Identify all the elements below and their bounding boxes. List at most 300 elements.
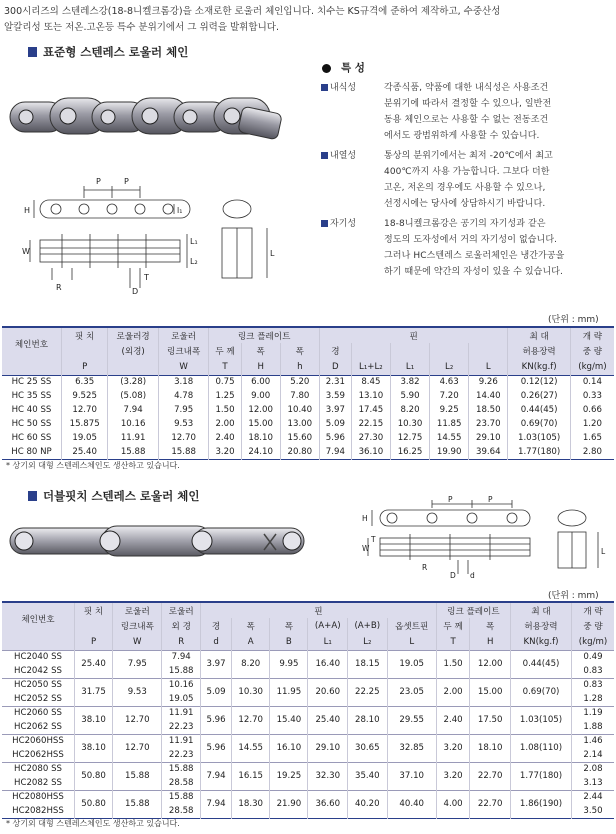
spec-cell: 18.10 bbox=[241, 431, 280, 445]
spec-cell: 21.90 bbox=[270, 790, 308, 818]
th-sym-t: T bbox=[209, 359, 241, 375]
spec-cell: 15.88 bbox=[158, 445, 209, 459]
spec-cell: 1.77(180) bbox=[508, 445, 570, 459]
spec-cell: 19.05 bbox=[162, 692, 201, 706]
spec-cell: 19.25 bbox=[270, 762, 308, 790]
spec-cell: 36.60 bbox=[308, 790, 348, 818]
spec-cell: 3.50 bbox=[583, 805, 603, 816]
spec-cell: 28.58 bbox=[162, 804, 201, 818]
table-row bbox=[2, 678, 614, 692]
spec-cell: 10.16 bbox=[108, 417, 159, 431]
th2-sym-a: A bbox=[232, 634, 270, 650]
th2-sym-r: R bbox=[162, 634, 201, 650]
th-blank bbox=[2, 359, 61, 375]
chain-number-cell: HC2062 SS bbox=[2, 720, 74, 734]
table1-unit: (단위 : mm) bbox=[548, 315, 599, 325]
spec-cell: 20.60 bbox=[308, 678, 348, 706]
spec-cell: 27.30 bbox=[351, 431, 390, 445]
spec-cell: 1.86(190) bbox=[511, 790, 572, 818]
spec-cell: 1.50 bbox=[436, 650, 469, 678]
spec-cell: 19.05 bbox=[387, 650, 436, 678]
diagram1-label-w: W bbox=[22, 247, 30, 256]
spec-cell: 7.80 bbox=[280, 389, 319, 403]
th-sym-h-small: h bbox=[280, 359, 319, 375]
th2-chain-no: 체인번호 bbox=[2, 602, 74, 634]
spec-cell: 10.16 bbox=[162, 678, 201, 692]
spec-cell: 40.20 bbox=[348, 790, 388, 818]
spec-cell: 22.25 bbox=[348, 678, 388, 706]
spec-cell: 39.64 bbox=[469, 445, 508, 459]
spec-cell: 16.15 bbox=[232, 762, 270, 790]
spec-table-standard bbox=[2, 326, 614, 460]
spec-cell: 15.875 bbox=[61, 417, 107, 431]
diagram1-label-l2: L₂ bbox=[190, 257, 198, 266]
spec-cell: 9.525 bbox=[61, 389, 107, 403]
spec-cell: 5.96 bbox=[319, 431, 351, 445]
table-row bbox=[2, 734, 614, 748]
spec-cell: 3.18 bbox=[158, 375, 209, 389]
feature-line: 에서도 광범위하게 사용할 수 있습니다. bbox=[384, 131, 540, 141]
th2-width: 폭 bbox=[470, 618, 511, 634]
chain-photo-double-pitch bbox=[4, 514, 324, 570]
th-sym-d: D bbox=[319, 359, 351, 375]
th-blank bbox=[351, 343, 390, 359]
spec-cell: 22.70 bbox=[470, 762, 511, 790]
spec-cell: 15.88 bbox=[113, 790, 162, 818]
section1-title bbox=[28, 44, 188, 60]
chain-photo-standard bbox=[4, 80, 304, 152]
chain-number-cell: HC2082HSS bbox=[2, 804, 74, 818]
spec-cell: 1.03(105) bbox=[508, 431, 570, 445]
diagram1-label-l: L bbox=[270, 249, 275, 258]
th2-sym-l2: L₂ bbox=[348, 634, 388, 650]
table-row bbox=[2, 417, 614, 431]
spec-cell: 12.70 bbox=[113, 706, 162, 734]
feature-line: 정도의 도자성에서 거의 자기성이 없습니다. bbox=[384, 235, 558, 245]
th-max-tensile: 최 대 bbox=[508, 327, 570, 343]
spec-cell: 22.23 bbox=[162, 720, 201, 734]
spec-cell: 16.40 bbox=[308, 650, 348, 678]
section2-title-text: 더블핏치 스텐레스 로울러 체인 bbox=[43, 489, 200, 503]
th-sym-l1l2: L₁+L₂ bbox=[351, 359, 390, 375]
spec-cell: 12.00 bbox=[241, 403, 280, 417]
section2-title bbox=[28, 488, 199, 504]
th-sym-w: W bbox=[158, 359, 209, 375]
spec-cell: 3.20 bbox=[436, 734, 469, 762]
spec-cell: 15.88 bbox=[162, 762, 201, 776]
spec-cell: 14.55 bbox=[430, 431, 469, 445]
table2-unit: (단위 : mm) bbox=[548, 591, 599, 601]
spec-cell: 22.70 bbox=[470, 790, 511, 818]
spec-cell: 24.10 bbox=[241, 445, 280, 459]
spec-cell: 7.94 bbox=[319, 445, 351, 459]
spec-cell: 7.95 bbox=[113, 650, 162, 678]
spec-cell: 35.40 bbox=[348, 762, 388, 790]
th-max-tensile3: KN(kg.f) bbox=[508, 359, 570, 375]
spec-cell: 3.59 bbox=[319, 389, 351, 403]
spec-cell: 1.65 bbox=[582, 433, 602, 443]
th2-offset: 옵셋트핀 bbox=[387, 618, 436, 634]
spec-cell: 7.94 bbox=[201, 762, 232, 790]
spec-cell: 0.83 bbox=[583, 665, 603, 676]
intro-line-1: 300시리즈의 스텐레스강(18-8니켈크롬강)을 소재로한 로울러 체인입니다. 치수는 KS규격에 준하여 제작하고, 수중산성 bbox=[4, 6, 501, 17]
spec-cell: 0.33 bbox=[582, 391, 602, 401]
spec-cell: 16.25 bbox=[390, 445, 429, 459]
spec-cell: 9.26 bbox=[469, 375, 508, 389]
spec-cell: 6.35 bbox=[61, 375, 107, 389]
table-row bbox=[2, 650, 614, 664]
spec-cell: 15.40 bbox=[270, 706, 308, 734]
th-thick: 두 께 bbox=[209, 343, 241, 359]
table2-note: * 상기외 대형 스텐레스체인도 생산하고 있습니다. bbox=[6, 819, 180, 828]
chain-number-cell: HC 35 SS bbox=[2, 389, 61, 403]
th2-sym-b: B bbox=[270, 634, 308, 650]
th-weight2: 중 량 bbox=[570, 343, 614, 359]
diagram1-label-l1: L₁ bbox=[190, 237, 198, 246]
title-square-icon bbox=[28, 491, 37, 501]
feature-line: 고온, 저온의 경우에도 사용할 수 있으나, bbox=[384, 183, 546, 193]
spec-cell: 13.00 bbox=[280, 417, 319, 431]
spec-cell: 12.70 bbox=[158, 431, 209, 445]
spec-cell: 2.00 bbox=[209, 417, 241, 431]
spec-cell: 8.20 bbox=[232, 650, 270, 678]
spec-cell: 1.46 bbox=[571, 734, 614, 748]
spec-cell: 2.00 bbox=[436, 678, 469, 706]
table-row bbox=[2, 375, 614, 389]
features-panel bbox=[318, 60, 614, 284]
spec-cell: 25.40 bbox=[61, 445, 107, 459]
spec-cell: 12.75 bbox=[390, 431, 429, 445]
table-row bbox=[2, 403, 614, 417]
spec-cell: 22.15 bbox=[351, 417, 390, 431]
spec-cell: 50.80 bbox=[74, 762, 112, 790]
spec-cell: 15.88 bbox=[113, 762, 162, 790]
spec-cell: 2.44 bbox=[571, 790, 614, 804]
spec-cell: (3.28) bbox=[108, 375, 159, 389]
th2-sym-d: d bbox=[201, 634, 232, 650]
th2-roller-w: 로울러 bbox=[113, 602, 162, 618]
spec-cell: 50.80 bbox=[74, 790, 112, 818]
spec-cell: 15.60 bbox=[280, 431, 319, 445]
spec-cell: 1.88 bbox=[583, 721, 603, 732]
spec-cell: 8.45 bbox=[351, 375, 390, 389]
spec-cell: 31.75 bbox=[74, 678, 112, 706]
feature-label-magnetic: 자기성 bbox=[318, 216, 384, 280]
spec-cell: 11.85 bbox=[430, 417, 469, 431]
th2-dia: 경 bbox=[201, 618, 232, 634]
chain-number-cell: HC 60 SS bbox=[2, 431, 61, 445]
spec-cell: 30.65 bbox=[348, 734, 388, 762]
spec-cell: 4.63 bbox=[430, 375, 469, 389]
spec-cell: 0.69(70) bbox=[508, 417, 570, 431]
th-weight: 개 략 bbox=[570, 327, 614, 343]
th-roller-dia2: (외경) bbox=[108, 343, 159, 359]
diagram1-label-p1: P bbox=[96, 177, 101, 186]
spec-cell: 7.20 bbox=[430, 389, 469, 403]
spec-cell: 4.78 bbox=[158, 389, 209, 403]
spec-cell: 15.88 bbox=[108, 445, 159, 459]
table-row bbox=[2, 790, 614, 804]
spec-cell: 18.10 bbox=[470, 734, 511, 762]
spec-cell: 0.69(70) bbox=[511, 678, 572, 706]
th-blank bbox=[469, 343, 508, 359]
spec-cell: 11.95 bbox=[270, 678, 308, 706]
spec-cell: 29.10 bbox=[469, 431, 508, 445]
spec-cell: 5.96 bbox=[201, 706, 232, 734]
spec-cell: 6.00 bbox=[241, 375, 280, 389]
features-heading-text: 특 성 bbox=[341, 62, 365, 74]
th-blank bbox=[74, 618, 112, 634]
spec-cell: 10.30 bbox=[232, 678, 270, 706]
feature-label-heat: 내열성 bbox=[318, 148, 384, 212]
th2-roller-dia: 로울러 bbox=[162, 602, 201, 618]
spec-cell: 12.70 bbox=[113, 734, 162, 762]
spec-cell: 40.40 bbox=[387, 790, 436, 818]
diagram1-label-t: T bbox=[144, 273, 149, 282]
th-chain-no: 체인번호 bbox=[2, 327, 61, 359]
feature-line: 18-8니켈크롬강은 공기의 자기성과 같은 bbox=[384, 219, 546, 229]
feature-item-heat bbox=[318, 148, 614, 212]
spec-cell: 2.40 bbox=[436, 706, 469, 734]
feature-line: 400℃까지 사용 가능합니다. 그보다 더한 bbox=[384, 167, 550, 177]
feature-line: 통상의 분위기에서는 최저 -20℃에서 최고 bbox=[384, 151, 553, 161]
spec-cell: 8.20 bbox=[390, 403, 429, 417]
spec-cell: 12.00 bbox=[470, 650, 511, 678]
th2-ab: (A+B) bbox=[348, 618, 388, 634]
chain-number-cell: HC2060 SS bbox=[2, 706, 74, 720]
spec-cell: 10.30 bbox=[390, 417, 429, 431]
th-blank bbox=[61, 343, 107, 359]
spec-cell: 0.14 bbox=[582, 377, 602, 388]
diagram1-label-r: R bbox=[56, 283, 62, 292]
spec-cell: 1.20 bbox=[582, 419, 602, 429]
th-width: 폭 bbox=[241, 343, 280, 359]
spec-cell: 18.30 bbox=[232, 790, 270, 818]
spec-cell: 23.70 bbox=[469, 417, 508, 431]
table-row bbox=[2, 706, 614, 720]
th-sym-l: L bbox=[469, 359, 508, 375]
diagram1-label-p2: P bbox=[124, 177, 129, 186]
chain-number-cell: HC 80 NP bbox=[2, 445, 61, 459]
th2-weight2: 중 량 bbox=[571, 618, 614, 634]
th-weight3: (kg/m) bbox=[570, 359, 614, 375]
th2-sym-p: P bbox=[74, 634, 112, 650]
th2-sym-h: H bbox=[470, 634, 511, 650]
spec-cell: 3.97 bbox=[201, 650, 232, 678]
th2-max-tensile3: KN(kg.f) bbox=[511, 634, 572, 650]
th2-link-plate: 링크 플레이트 bbox=[436, 602, 510, 618]
diagram1-label-l1-small: l₁ bbox=[177, 206, 183, 215]
diagram2-label-w: W bbox=[362, 544, 370, 553]
spec-cell: 2.40 bbox=[209, 431, 241, 445]
spec-cell: 9.53 bbox=[113, 678, 162, 706]
spec-cell: 9.95 bbox=[270, 650, 308, 678]
spec-cell: 0.12(12) bbox=[508, 375, 570, 389]
diagram2-label-h: H bbox=[362, 514, 368, 523]
spec-cell: 28.10 bbox=[348, 706, 388, 734]
diagram1-label-d: D bbox=[132, 287, 139, 296]
spec-table-double-pitch bbox=[2, 601, 614, 819]
spec-cell: 0.26(27) bbox=[508, 389, 570, 403]
spec-cell: 0.49 bbox=[571, 650, 614, 664]
spec-cell: 15.88 bbox=[162, 664, 201, 678]
table-row bbox=[2, 445, 614, 459]
spec-cell: 9.53 bbox=[158, 417, 209, 431]
spec-cell: 25.40 bbox=[74, 650, 112, 678]
spec-cell: 15.00 bbox=[241, 417, 280, 431]
diagram2-label-p1: P bbox=[448, 496, 453, 504]
diagram2-label-r: R bbox=[422, 563, 428, 572]
th-sym-l1: L₁ bbox=[390, 359, 429, 375]
diagram2-label-t: T bbox=[371, 535, 376, 544]
chain-number-cell: HC2042 SS bbox=[2, 664, 74, 678]
title-square-icon bbox=[28, 47, 37, 57]
table-row bbox=[2, 762, 614, 776]
features-heading bbox=[322, 60, 614, 76]
section1-title-text: 표준형 스텐레스 로울러 체인 bbox=[43, 45, 189, 59]
spec-cell: 1.03(105) bbox=[511, 706, 572, 734]
th-dia: 경 bbox=[319, 343, 351, 359]
th2-roller-dia2: 외 경 bbox=[162, 618, 201, 634]
spec-cell: 15.00 bbox=[470, 678, 511, 706]
th2-sym-t: T bbox=[436, 634, 469, 650]
intro-line-2: 알칼리성 또는 저온.고온등 특수 분위기에서 그 위력을 발휘합니다. bbox=[4, 22, 279, 33]
spec-cell: 0.66 bbox=[582, 405, 602, 415]
spec-cell: 14.40 bbox=[469, 389, 508, 403]
spec-cell: 1.08(110) bbox=[511, 734, 572, 762]
diagram2-label-d-small: d bbox=[470, 571, 475, 580]
spec-cell: 11.91 bbox=[162, 706, 201, 720]
spec-cell: 38.10 bbox=[74, 706, 112, 734]
feature-item-corrosion bbox=[318, 80, 614, 144]
th2-weight: 개 략 bbox=[571, 602, 614, 618]
spec-cell: 32.85 bbox=[387, 734, 436, 762]
feature-line: 각종식품, 약품에 대한 내식성은 사용조건 bbox=[384, 83, 549, 93]
feature-label-corrosion: 내식성 bbox=[318, 80, 384, 144]
th2-max-tensile2: 허용장력 bbox=[511, 618, 572, 634]
th-sym-p: P bbox=[61, 359, 107, 375]
feature-line: 선정시에는 당사에 상담하시기 바랍니다. bbox=[384, 199, 546, 209]
spec-cell: 17.45 bbox=[351, 403, 390, 417]
spec-cell: 5.09 bbox=[319, 417, 351, 431]
spec-cell: 12.70 bbox=[232, 706, 270, 734]
spec-cell: 18.15 bbox=[348, 650, 388, 678]
spec-cell: 3.13 bbox=[583, 777, 603, 788]
feature-text-heat bbox=[384, 148, 614, 212]
th2-sym-w: W bbox=[113, 634, 162, 650]
spec-cell: 5.09 bbox=[201, 678, 232, 706]
spec-cell: 17.50 bbox=[470, 706, 511, 734]
th-pin: 핀 bbox=[319, 327, 507, 343]
spec-cell: 3.97 bbox=[319, 403, 351, 417]
spec-cell: 2.08 bbox=[571, 762, 614, 776]
chain-number-cell: HC2052 SS bbox=[2, 692, 74, 706]
spec-cell: 1.19 bbox=[571, 706, 614, 720]
spec-cell: 5.90 bbox=[390, 389, 429, 403]
chain-number-cell: HC2080 SS bbox=[2, 762, 74, 776]
spec-cell: 0.44(45) bbox=[508, 403, 570, 417]
chain-number-cell: HC 50 SS bbox=[2, 417, 61, 431]
th-max-tensile2: 허용장력 bbox=[508, 343, 570, 359]
table-row bbox=[2, 389, 614, 403]
spec-cell: 1.28 bbox=[583, 693, 603, 704]
th2-sym-l1: L₁ bbox=[308, 634, 348, 650]
feature-line: 동용 체인으로는 사용할 수 없는 전동조건 bbox=[384, 115, 549, 125]
spec-cell: 23.05 bbox=[387, 678, 436, 706]
spec-cell: 7.94 bbox=[201, 790, 232, 818]
spec-cell: 2.80 bbox=[582, 446, 602, 457]
feature-line: 분위기에 따라서 결정할 수 있으나, 일반전 bbox=[384, 99, 552, 109]
th2-weight3: (kg/m) bbox=[571, 634, 614, 650]
th-roller-w2: 링크내폭 bbox=[158, 343, 209, 359]
spec-cell: (5.08) bbox=[108, 389, 159, 403]
feature-text-corrosion bbox=[384, 80, 614, 144]
chain-number-cell: HC 25 SS bbox=[2, 375, 61, 389]
spec-cell: 5.96 bbox=[201, 734, 232, 762]
th-pitch: 핏 치 bbox=[61, 327, 107, 343]
table1-body bbox=[2, 375, 614, 459]
diagram2-label-l: L bbox=[601, 547, 606, 556]
spec-cell: 1.50 bbox=[209, 403, 241, 417]
spec-cell: 0.44(45) bbox=[511, 650, 572, 678]
intro-text bbox=[4, 4, 612, 36]
bullet-dot-icon bbox=[322, 64, 331, 73]
feature-line: 하기 때문에 약간의 자성이 있을 수 있습니다. bbox=[384, 267, 564, 277]
chain-number-cell: HC2082 SS bbox=[2, 776, 74, 790]
th-sym-l2: L₂ bbox=[430, 359, 469, 375]
chain-number-cell: HC2050 SS bbox=[2, 678, 74, 692]
th2-w2: 폭 bbox=[270, 618, 308, 634]
dimension-diagram-double-pitch bbox=[362, 496, 612, 580]
spec-cell: 19.90 bbox=[430, 445, 469, 459]
spec-cell: 32.30 bbox=[308, 762, 348, 790]
chain-number-cell: HC2062HSS bbox=[2, 748, 74, 762]
spec-cell: 0.75 bbox=[209, 375, 241, 389]
table1-note: * 상기외 대형 스텐레스체인도 생산하고 있습니다. bbox=[6, 461, 180, 470]
spec-cell: 2.14 bbox=[583, 749, 603, 760]
th2-thick: 두 께 bbox=[436, 618, 469, 634]
spec-cell: 25.40 bbox=[308, 706, 348, 734]
spec-cell: 12.70 bbox=[61, 403, 107, 417]
th2-w1: 폭 bbox=[232, 618, 270, 634]
th-blank bbox=[430, 343, 469, 359]
table2-body bbox=[2, 650, 614, 818]
spec-cell: 1.77(180) bbox=[511, 762, 572, 790]
chain-number-cell: HC2040 SS bbox=[2, 650, 74, 664]
chain-number-cell: HC 40 SS bbox=[2, 403, 61, 417]
spec-cell: 3.20 bbox=[209, 445, 241, 459]
spec-cell: 22.23 bbox=[162, 748, 201, 762]
spec-cell: 9.25 bbox=[430, 403, 469, 417]
spec-cell: 3.20 bbox=[436, 762, 469, 790]
table-row bbox=[2, 431, 614, 445]
spec-cell: 5.20 bbox=[280, 375, 319, 389]
spec-cell: 37.10 bbox=[387, 762, 436, 790]
spec-cell: 0.83 bbox=[571, 678, 614, 692]
diagram2-label-d: D bbox=[450, 571, 456, 580]
spec-cell: 28.58 bbox=[162, 776, 201, 790]
spec-cell: 29.55 bbox=[387, 706, 436, 734]
spec-cell: 7.94 bbox=[108, 403, 159, 417]
diagram2-label-p2: P bbox=[488, 496, 493, 504]
th2-max-tensile: 최 대 bbox=[511, 602, 572, 618]
spec-cell: 4.00 bbox=[436, 790, 469, 818]
spec-cell: 9.00 bbox=[241, 389, 280, 403]
th2-aa: (A+A) bbox=[308, 618, 348, 634]
th2-sym-l: L bbox=[387, 634, 436, 650]
spec-cell: 13.10 bbox=[351, 389, 390, 403]
spec-cell: 15.88 bbox=[162, 790, 201, 804]
